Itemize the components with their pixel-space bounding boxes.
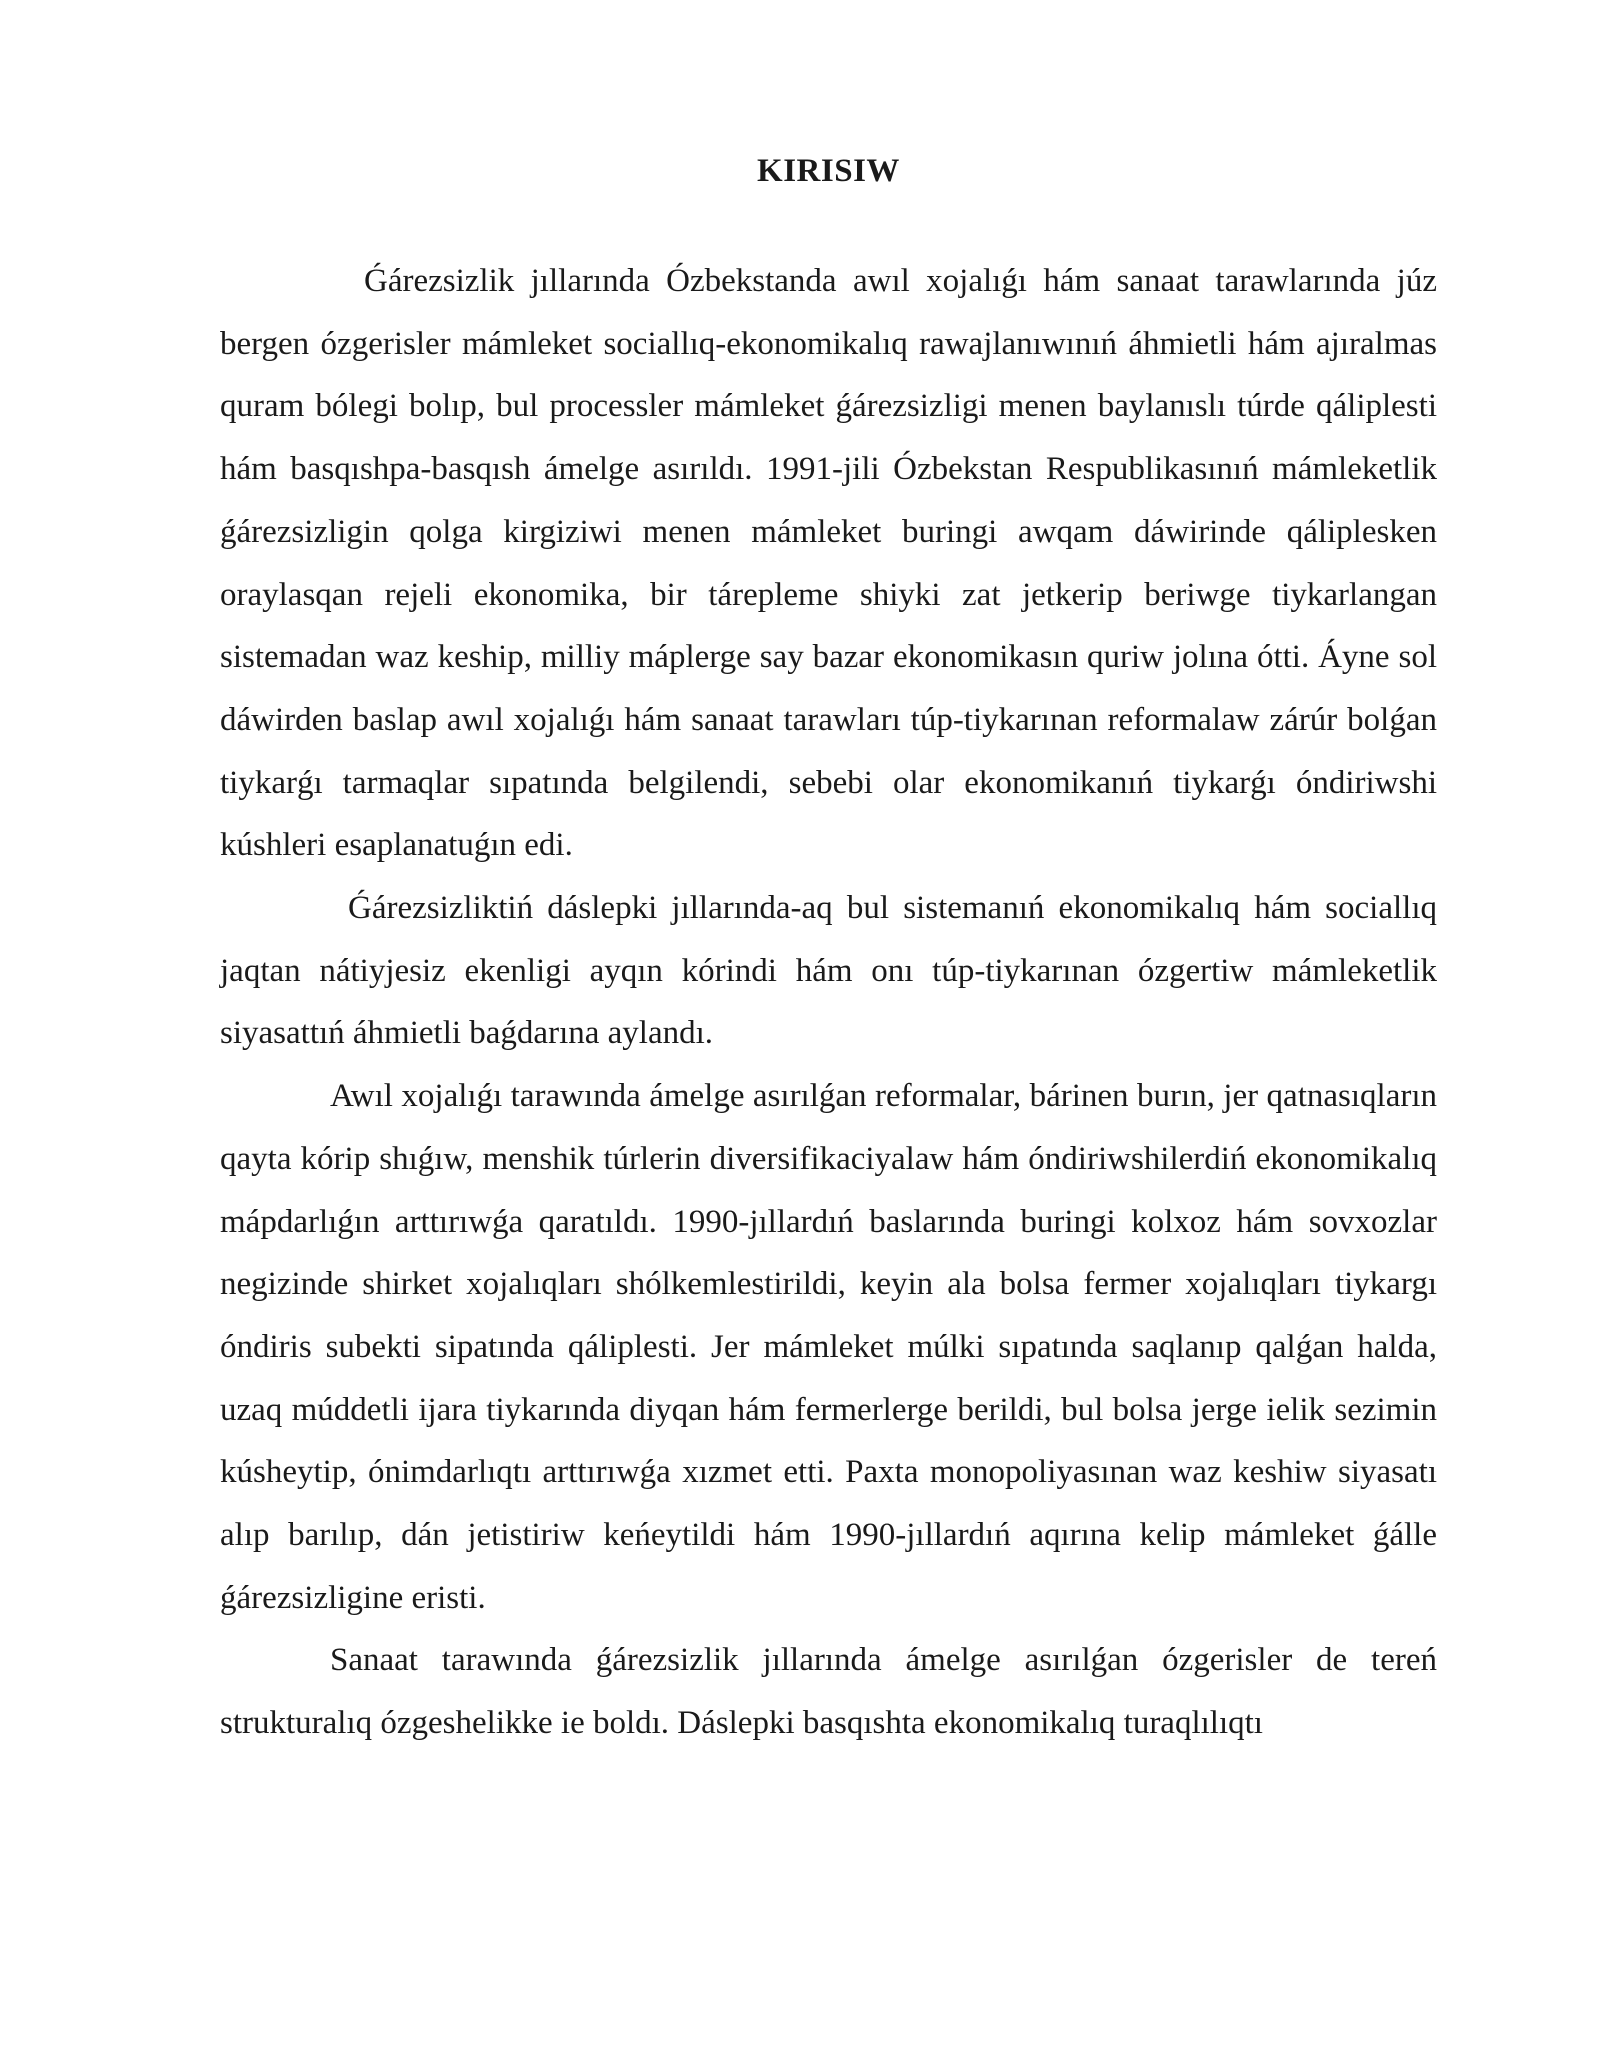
paragraph-4: Sanaat tarawında ǵárezsizlik jıllarında ámelge asırılǵan ózgerisler de tereń strukturalıq ózgeshelikke ie boldı. Dáslepki basqıshta ekonomikalıq turaqlılıqtı [220, 1642, 1437, 1742]
paragraph-1: Ǵárezsizlik jıllarında Ózbekstanda awıl xojalıǵı hám sanaat tarawlarında júz bergen ózgerisler mámleket sociallıq-ekonomikalıq rawajlanıwınıń áhmietli hám ajıralmas quram bólegi bolıp, bul processler mámleket ǵárezsizligi menen baylanıslı túrde qáliplesti hám basqıshpa-basqısh ámelge asırıldı. 1991-jili Ózbekstan Respublikasınıń mámleketlik ǵárezsizligin qolga kirgiziwi menen mámleket buringi awqam dáwirinde qáliplesken oraylasqan rejeli ekonomika, bir tárepleme shiyki zat jetkerip beriwge tiykarlangan sistemadan waz keship, milliy máplerge say bazar ekonomikasın quriw jolına ótti. Áyne sol dáwirden baslap awıl xojalıǵı hám sanaat tarawları túp-tiykarınan reformalaw zárúr bolǵan tiykarǵı tarmaqlar sıpatında belgilendi, sebebi olar ekonomikanıń tiykarǵı óndiriwshi kúshleri esaplanatuǵın edi. [220, 263, 1437, 864]
document-page [220, 140, 1437, 1755]
paragraph-3: Awıl xojalıǵı tarawında ámelge asırılǵan reformalar, bárinen burın, jer qatnasıqların qayta kórip shıǵıw, menshik túrlerin diversifikaciyalaw hám óndiriwshilerdiń ekonomikalıq mápdarlıǵın arttırıwǵa qaratıldı. 1990-jıllardıń baslarında buringi kolxoz hám sovxozlar negizinde shirket xojalıqları shólkemlestirildi, keyin ala bolsa fermer xojalıqları tiykargı óndiris subekti sipatında qáliplesti. Jer mámleket múlki sıpatında saqlanıp qalǵan halda, uzaq múddetli ijara tiykarında diyqan hám fermerlerge berildi, bul bolsa jerge ielik sezimin kúsheytip, ónimdarlıqtı arttırıwǵa xızmet etti. Paxta monopoliyasınan waz keshiw siyasatı alıp barılıp, dán jetistiriw keńeytildi hám 1990-jıllardıń aqırına kelip mámleket ǵálle ǵárezsizligine eristi. [220, 1078, 1437, 1616]
document-title: KIRISIW [757, 153, 900, 189]
paragraph-2: Ǵárezsizliktiń dáslepki jıllarında-aq bul sistemanıń ekonomikalıq hám sociallıq jaqtan nátiyjesiz ekenligi ayqın kórindi hám onı túp-tiykarınan ózgertiw mámleketlik siyasattıń áhmietli baǵdarına aylandı. [220, 890, 1437, 1052]
